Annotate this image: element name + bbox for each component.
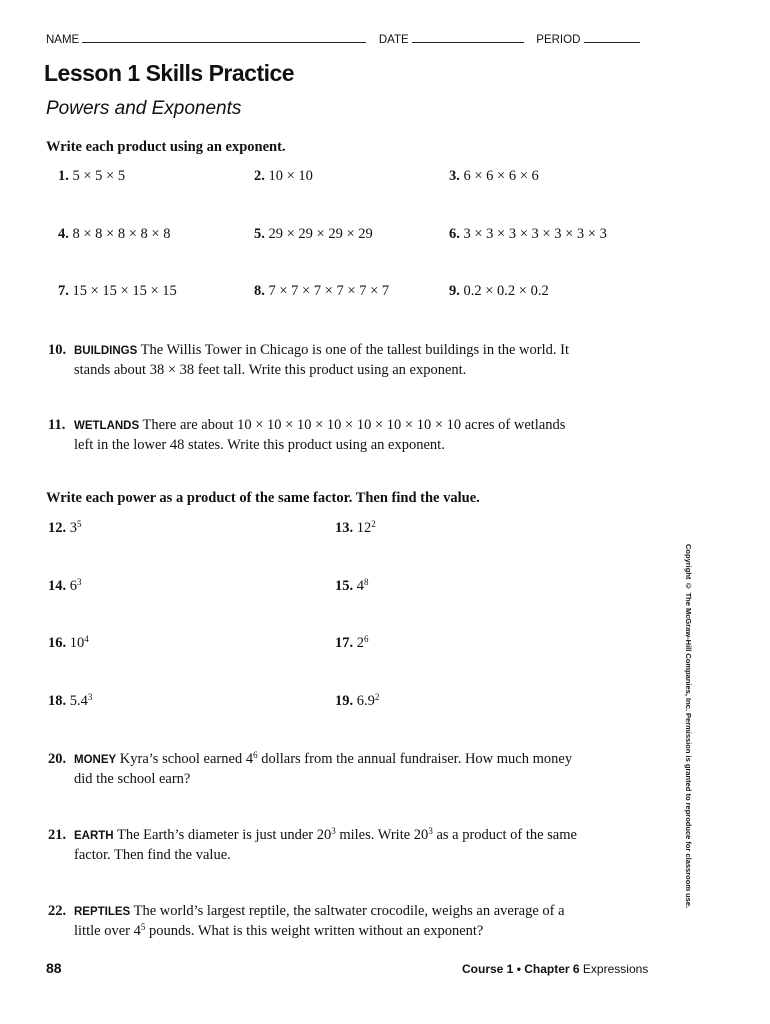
- problem-10-keyword: BUILDINGS: [74, 345, 138, 357]
- problem-1: 1. 5 × 5 × 5: [58, 168, 126, 184]
- period-label: PERIOD: [536, 34, 581, 46]
- page-number: 88: [46, 960, 62, 976]
- problem-22-keyword: REPTILES: [74, 906, 131, 918]
- problem-12: 12. $3^5$: [48, 519, 82, 536]
- problem-7: 7. 15 × 15 × 15 × 15: [58, 283, 177, 299]
- problem-14: 14. $6^3$: [48, 577, 82, 594]
- problem-21-keyword: EARTH: [74, 830, 114, 842]
- problem-22: 22. REPTILES The world’s largest reptile, the saltwater crocodile, weighs an average of a little over $4^5$ pounds. What is this weight written without an exponent?: [48, 903, 565, 939]
- page-title: Lesson 1 Skills Practice: [44, 60, 295, 86]
- student-info-header: [46, 33, 640, 46]
- problem-15: 15. $4^8$: [335, 577, 369, 594]
- problem-20: 20. MONEY Kyra’s school earned $4^6$ dollars from the annual fundraiser. How much money did the school earn?: [48, 750, 573, 787]
- problem-2: 2. 10 × 10: [254, 168, 313, 184]
- date-blank: [412, 33, 524, 43]
- problem-19: 19. $6.9^2$: [335, 692, 380, 709]
- problem-5: 5. 29 × 29 × 29 × 29: [254, 226, 373, 242]
- problem-21: 21. EARTH The Earth’s diameter is just under $20^3$ miles. Write $20^3$ as a product of the same factor. Then find the value.: [48, 826, 577, 863]
- footer-course-info: Course 1 • Chapter 6 Expressions: [462, 962, 649, 976]
- problem-10: 10. BUILDINGS The Willis Tower in Chicago is one of the tallest buildings in the world. It stands about 38 × 38 feet tall. Write this product using an exponent.: [48, 342, 569, 378]
- section1-instruction: Write each product using an exponent.: [46, 139, 286, 155]
- copyright-notice: Copyright © The McGraw-Hill Companies, Inc. Permission is granted to reproduce for classroom use.: [684, 544, 693, 909]
- section2-instruction: Write each power as a product of the same factor. Then find the value.: [46, 490, 480, 506]
- problem-8: 8. 7 × 7 × 7 × 7 × 7 × 7: [254, 283, 390, 299]
- problem-3: 3. 6 × 6 × 6 × 6: [449, 168, 539, 184]
- problem-13: 13. $12^2$: [335, 519, 376, 536]
- name-label: NAME: [46, 34, 80, 46]
- problem-18: 18. $5.4^3$: [48, 692, 93, 709]
- problem-11-keyword: WETLANDS: [74, 420, 140, 432]
- problem-20-keyword: MONEY: [74, 754, 117, 766]
- name-blank: [82, 33, 366, 43]
- problem-4: 4. 8 × 8 × 8 × 8 × 8: [58, 226, 171, 242]
- date-label: DATE: [378, 34, 409, 46]
- problem-6: 6. 3 × 3 × 3 × 3 × 3 × 3 × 3: [449, 226, 607, 242]
- problem-11: 11. WETLANDS There are about 10 × 10 × 10 × 10 × 10 × 10 × 10 × 10 acres of wetlands left in the lower 48 states. Write this product using an exponent.: [48, 417, 566, 453]
- page-subtitle: Powers and Exponents: [46, 98, 242, 119]
- problem-16: 16. $10^4$: [48, 634, 89, 651]
- period-blank: [584, 33, 640, 43]
- problem-17: 17. $2^6$: [335, 634, 369, 651]
- problem-9: 9. 0.2 × 0.2 × 0.2: [449, 283, 549, 299]
